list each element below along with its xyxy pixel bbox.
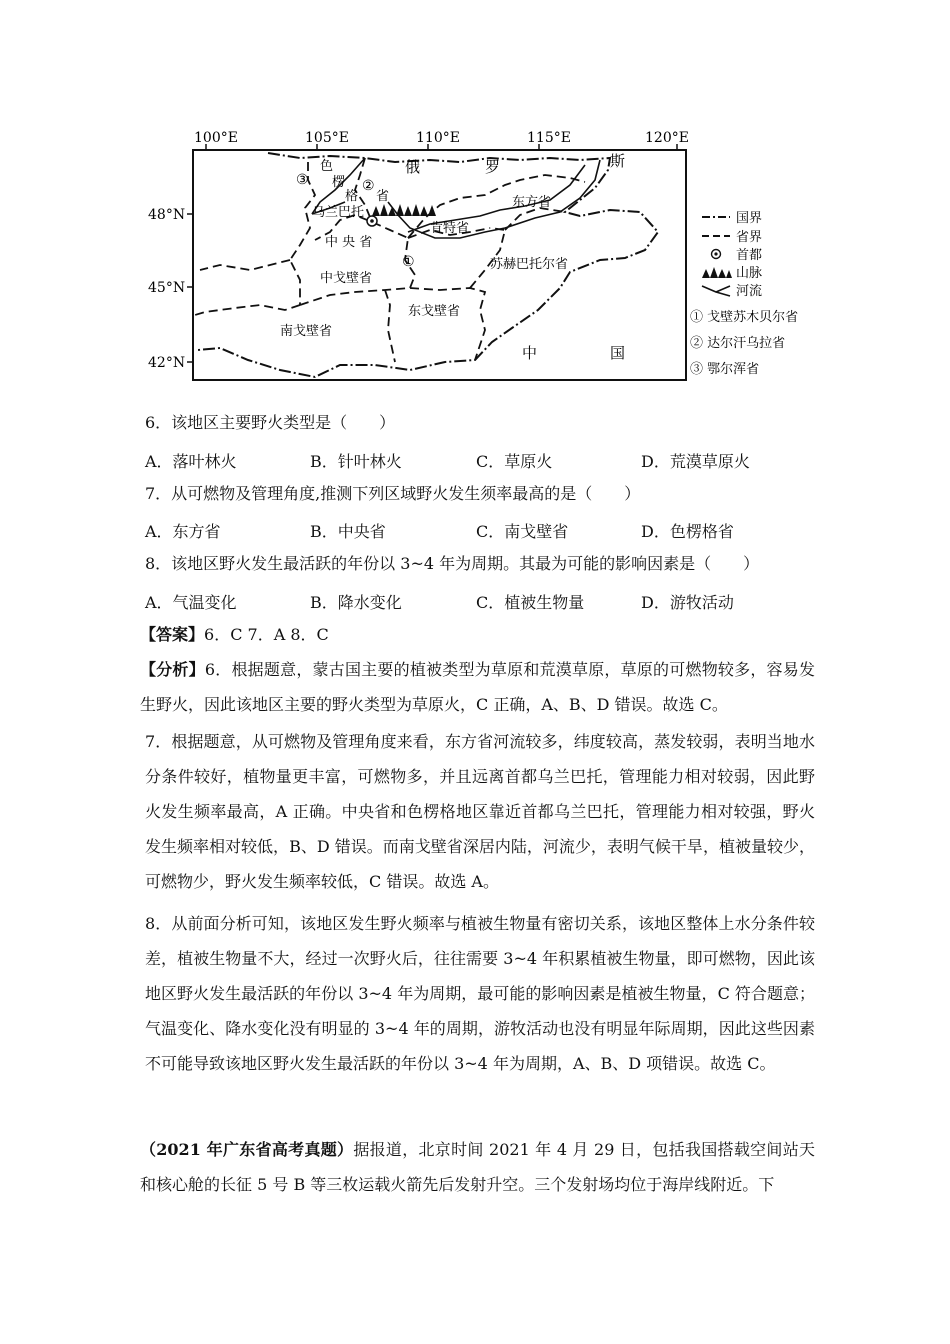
question-7-option-a: A．东方省 bbox=[145, 522, 221, 541]
lat-label: 48°N bbox=[148, 207, 186, 223]
lat-label: 42°N bbox=[148, 355, 186, 371]
capital-dot bbox=[370, 219, 374, 223]
province-label: 中 央 省 bbox=[325, 235, 373, 250]
legend-label: 河流 bbox=[736, 284, 763, 299]
russia-label: 罗 bbox=[485, 158, 501, 176]
question-7-option-c: C．南戈壁省 bbox=[476, 522, 569, 541]
analysis-tag: 【分析】 bbox=[140, 660, 205, 679]
legend-label: 首都 bbox=[736, 248, 763, 263]
answer-tag: 【答案】 bbox=[140, 625, 205, 644]
legend-label: 省界 bbox=[736, 230, 763, 245]
question-6-option-d: D．荒漠草原火 bbox=[641, 452, 750, 471]
circled-number-3: ③ bbox=[296, 172, 309, 188]
analysis-paragraph-7: 7．根据题意，从可燃物及管理角度来看，东方省河流较多，纬度较高，蒸发较弱，表明当地水分条件较好，植物量更丰富，可燃物多，并且远离首都乌兰巴托，管理能力相对较弱，因此野火发生频率最高，A 正确。中央省和色楞格地区靠近首都乌兰巴托，管理能力相对较强，野火发生频率相对较低，B、D 错误。而南戈壁省深居内陆，河流少，表明气候干旱，植被量较少，可燃物少，野火发生频率较低，C 错误。故选 A。 bbox=[145, 732, 815, 891]
legend-note: ② 达尔汗乌拉省 bbox=[690, 336, 786, 351]
question-7-stem: 7．从可燃物及管理角度,推测下列区域野火发生须率最高的是（ ） bbox=[145, 484, 641, 503]
province-label: 东方省 bbox=[512, 195, 552, 210]
lon-label: 100°E bbox=[194, 130, 238, 146]
next-source: （2021 年广东省高考真题） bbox=[140, 1140, 354, 1159]
answer-text: 6．C 7．A 8．C bbox=[204, 625, 329, 644]
province-label: 省 bbox=[376, 189, 390, 204]
circled-number-1: ① bbox=[402, 254, 415, 270]
mountain-legend-icon bbox=[702, 267, 732, 278]
analysis-paragraph-8: 8．从前面分析可知，该地区发生野火频率与植被生物量有密切关系，该地区整体上水分条件较差，植被生物量不大，经过一次野火后，往往需要 3~4 年积累植被生物量，即可燃物，因此该地区野火发生最活跃的年份以 3~4 年为周期，最可能的影响因素是植被生物量，C 符合题意；气温变化、降水变化没有明显的 3~4 年的周期，游牧活动也没有明显年际周期，因此这些因素不可能导致该地区野火发生最活跃的年份以 3~4 年为周期，A、B、D 项错误。故选 C。 bbox=[145, 914, 815, 1073]
legend-note: ① 戈壁苏木贝尔省 bbox=[690, 310, 799, 325]
next-question-intro bbox=[140, 1132, 815, 1202]
question-7-option-b: B．中央省 bbox=[310, 522, 386, 541]
map-legend bbox=[690, 211, 798, 377]
question-8-option-a: A．气温变化 bbox=[145, 593, 237, 612]
province-label: 东戈壁省 bbox=[408, 304, 461, 319]
river-legend-icon bbox=[702, 286, 730, 296]
province-label: 乌兰巴托 bbox=[312, 205, 365, 220]
province-labels bbox=[280, 159, 568, 339]
mountain-range-icon bbox=[372, 204, 436, 216]
china-label: 中 bbox=[522, 344, 538, 362]
question-8-option-b: B．降水变化 bbox=[310, 593, 402, 612]
mongolia-map bbox=[140, 120, 840, 390]
russia-label: 俄 bbox=[405, 158, 421, 176]
lon-label: 110°E bbox=[416, 130, 460, 146]
question-8-stem: 8．该地区野火发生最活跃的年份以 3~4 年为周期。其最为可能的影响因素是（ ） bbox=[145, 554, 760, 573]
china-label: 国 bbox=[610, 344, 626, 362]
legend-label: 国界 bbox=[736, 211, 763, 226]
province-label: 肯特省 bbox=[430, 221, 470, 236]
question-8-option-d: D．游牧活动 bbox=[641, 593, 734, 612]
lon-label: 115°E bbox=[527, 130, 571, 146]
question-7-option-d: D．色楞格省 bbox=[641, 522, 734, 541]
province-label: 格 bbox=[345, 189, 359, 204]
russia-label: 斯 bbox=[610, 152, 626, 170]
legend-note: ③ 鄂尔浑省 bbox=[690, 362, 760, 377]
province-label: 楞 bbox=[332, 175, 346, 190]
lat-label: 45°N bbox=[148, 280, 186, 296]
legend-label: 山脉 bbox=[736, 266, 763, 281]
question-6-option-b: B．针叶林火 bbox=[310, 452, 402, 471]
question-6-option-c: C．草原火 bbox=[476, 452, 553, 471]
province-label: 苏赫巴托尔省 bbox=[490, 257, 569, 272]
next-text: 据报道，北京时间 2021 年 4 月 29 日，包括我国搭载空间站天和核心舱的长征 5 号 B 等三枚运载火箭先后发射升空。三个发射场均位于海岸线附近。下 bbox=[140, 1140, 815, 1194]
province-label: 中戈壁省 bbox=[320, 271, 373, 286]
province-label: 南戈壁省 bbox=[280, 324, 333, 339]
question-8-option-c: C．植被生物量 bbox=[476, 593, 585, 612]
lon-label: 105°E bbox=[305, 130, 349, 146]
lon-label: 120°E bbox=[645, 130, 689, 146]
province-label: 色 bbox=[320, 159, 334, 174]
question-6-option-a: A．落叶林火 bbox=[145, 452, 237, 471]
analysis-paragraph-6 bbox=[140, 652, 815, 722]
analysis-6-text: 6．根据题意，蒙古国主要的植被类型为草原和荒漠草原，草原的可燃物较多，容易发生野火，因此该地区主要的野火类型为草原火，C 正确，A、B、D 错误。故选 C。 bbox=[140, 660, 815, 714]
answer-line bbox=[140, 625, 329, 645]
question-6-stem: 6．该地区主要野火类型是（ ） bbox=[145, 413, 396, 432]
circled-number-2: ② bbox=[362, 178, 375, 194]
